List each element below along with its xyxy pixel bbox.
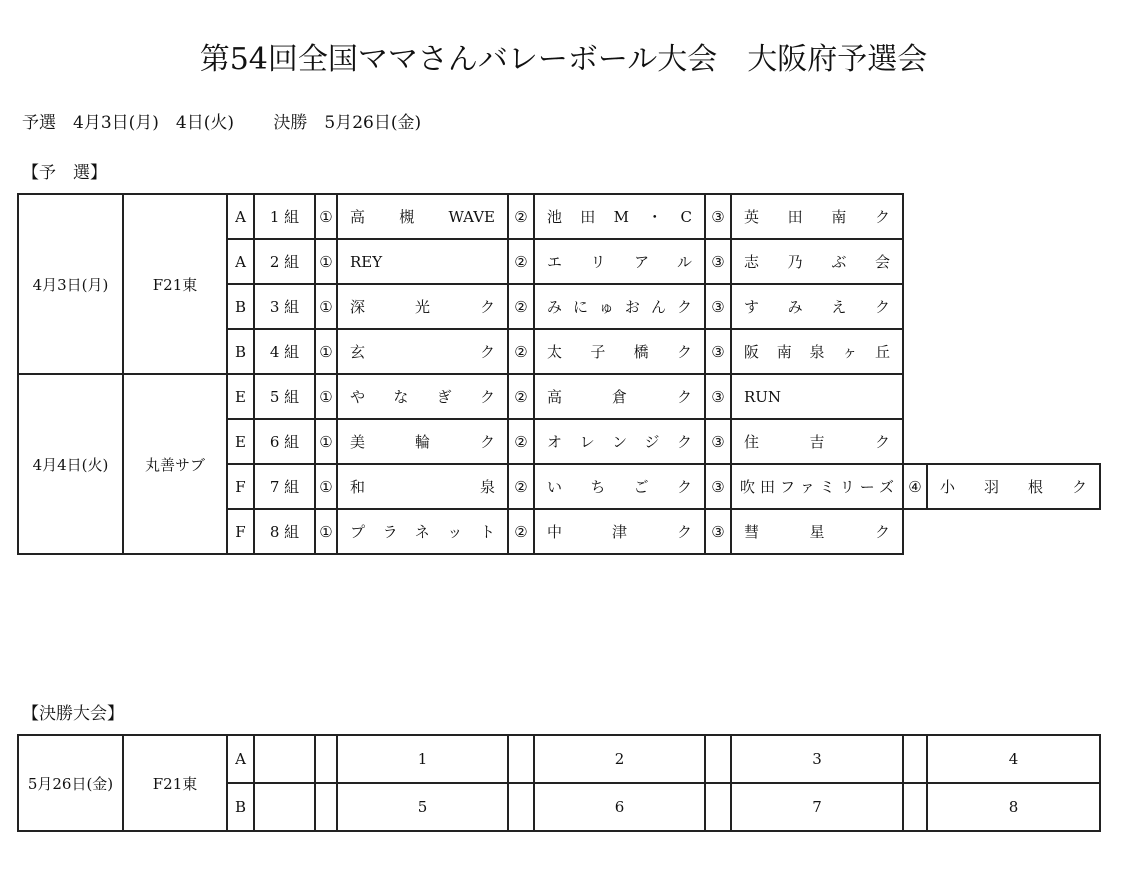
slot-cell: 5 [337, 783, 508, 831]
team-name: 英田南ク [731, 194, 903, 239]
block-cell: F [227, 509, 254, 554]
block-cell: E [227, 374, 254, 419]
empty-cell [903, 284, 1100, 329]
team-name: RUN [731, 374, 903, 419]
empty-cell [903, 194, 1100, 239]
team-name: 池田M・C [534, 194, 705, 239]
team-name: 吹田ファミリーズ [731, 464, 903, 509]
seed-mark: ② [508, 194, 534, 239]
day-date: 4月4日(火) [18, 374, 123, 554]
team-name: 阪南泉ヶ丘 [731, 329, 903, 374]
team-name: いちごク [534, 464, 705, 509]
team-name: エリアル [534, 239, 705, 284]
seed-mark: ③ [705, 419, 731, 464]
block-cell: B [227, 329, 254, 374]
empty-cell [508, 735, 534, 783]
seed-mark: ② [508, 329, 534, 374]
seed-mark: ③ [705, 509, 731, 554]
team-name: 志乃ぶ会 [731, 239, 903, 284]
team-name: すみえク [731, 284, 903, 329]
team-name: プラネット [337, 509, 508, 554]
group-cell: 7 組 [254, 464, 315, 509]
team-name: 美輪ク [337, 419, 508, 464]
team-name: オレンジク [534, 419, 705, 464]
group-cell: 3 組 [254, 284, 315, 329]
schedule-dates: 予選 4月3日(月) 4日(火) 決勝 5月26日(金) [22, 113, 422, 133]
table-row [18, 194, 1100, 239]
day-date: 4月3日(月) [18, 194, 123, 374]
empty-cell [705, 783, 731, 831]
team-name: 玄ク [337, 329, 508, 374]
seed-mark: ② [508, 509, 534, 554]
group-cell: 6 組 [254, 419, 315, 464]
team-name: 高倉ク [534, 374, 705, 419]
slot-cell: 2 [534, 735, 705, 783]
block-cell: B [227, 783, 254, 831]
empty-cell [315, 735, 337, 783]
empty-cell [903, 329, 1100, 374]
seed-mark: ③ [705, 194, 731, 239]
group-cell: 8 組 [254, 509, 315, 554]
seed-mark: ② [508, 239, 534, 284]
team-name: 中津ク [534, 509, 705, 554]
empty-cell [903, 374, 1100, 419]
team-name: 住吉ク [731, 419, 903, 464]
team-name: 彗星ク [731, 509, 903, 554]
seed-mark: ② [508, 464, 534, 509]
final-venue: F21東 [123, 735, 227, 831]
table-row [18, 374, 1100, 419]
group-cell: 4 組 [254, 329, 315, 374]
team-name: みにゅおんク [534, 284, 705, 329]
team-name: 小羽根ク [927, 464, 1100, 509]
slot-cell: 6 [534, 783, 705, 831]
empty-cell [903, 509, 1100, 554]
block-cell: E [227, 419, 254, 464]
final-table [17, 734, 1101, 832]
empty-cell [254, 783, 315, 831]
empty-cell [508, 783, 534, 831]
table-row [18, 735, 1100, 783]
slot-cell: 3 [731, 735, 903, 783]
group-cell: 1 組 [254, 194, 315, 239]
prelim-heading: 【予 選】 [22, 163, 107, 183]
empty-cell [705, 735, 731, 783]
block-cell: A [227, 194, 254, 239]
team-name: 和泉 [337, 464, 508, 509]
block-cell: A [227, 239, 254, 284]
seed-mark: ③ [705, 464, 731, 509]
seed-mark: ③ [705, 239, 731, 284]
seed-mark: ④ [903, 464, 927, 509]
slot-cell: 1 [337, 735, 508, 783]
seed-mark: ① [315, 239, 337, 284]
block-cell: F [227, 464, 254, 509]
seed-mark: ① [315, 374, 337, 419]
seed-mark: ② [508, 284, 534, 329]
seed-mark: ① [315, 284, 337, 329]
seed-mark: ① [315, 509, 337, 554]
seed-mark: ① [315, 419, 337, 464]
slot-cell: 4 [927, 735, 1100, 783]
seed-mark: ③ [705, 284, 731, 329]
final-date: 5月26日(金) [18, 735, 123, 831]
slot-cell: 7 [731, 783, 903, 831]
empty-cell [903, 783, 927, 831]
group-cell: 2 組 [254, 239, 315, 284]
slot-cell: 8 [927, 783, 1100, 831]
prelim-table [17, 193, 1101, 555]
team-name: 深光ク [337, 284, 508, 329]
team-name: やなぎク [337, 374, 508, 419]
seed-mark: ③ [705, 374, 731, 419]
empty-cell [315, 783, 337, 831]
team-name: 太子橋ク [534, 329, 705, 374]
page-title: 第54回全国ママさんバレーボール大会 大阪府予選会 [199, 42, 928, 77]
seed-mark: ③ [705, 329, 731, 374]
final-heading: 【決勝大会】 [22, 704, 124, 724]
empty-cell [254, 735, 315, 783]
day-venue: 丸善サブ [123, 374, 227, 554]
seed-mark: ① [315, 329, 337, 374]
seed-mark: ② [508, 374, 534, 419]
day-venue: F21東 [123, 194, 227, 374]
seed-mark: ① [315, 464, 337, 509]
block-cell: B [227, 284, 254, 329]
team-name: 高槻WAVE [337, 194, 508, 239]
team-name: REY [337, 239, 508, 284]
group-cell: 5 組 [254, 374, 315, 419]
empty-cell [903, 419, 1100, 464]
seed-mark: ① [315, 194, 337, 239]
empty-cell [903, 735, 927, 783]
seed-mark: ② [508, 419, 534, 464]
empty-cell [903, 239, 1100, 284]
block-cell: A [227, 735, 254, 783]
